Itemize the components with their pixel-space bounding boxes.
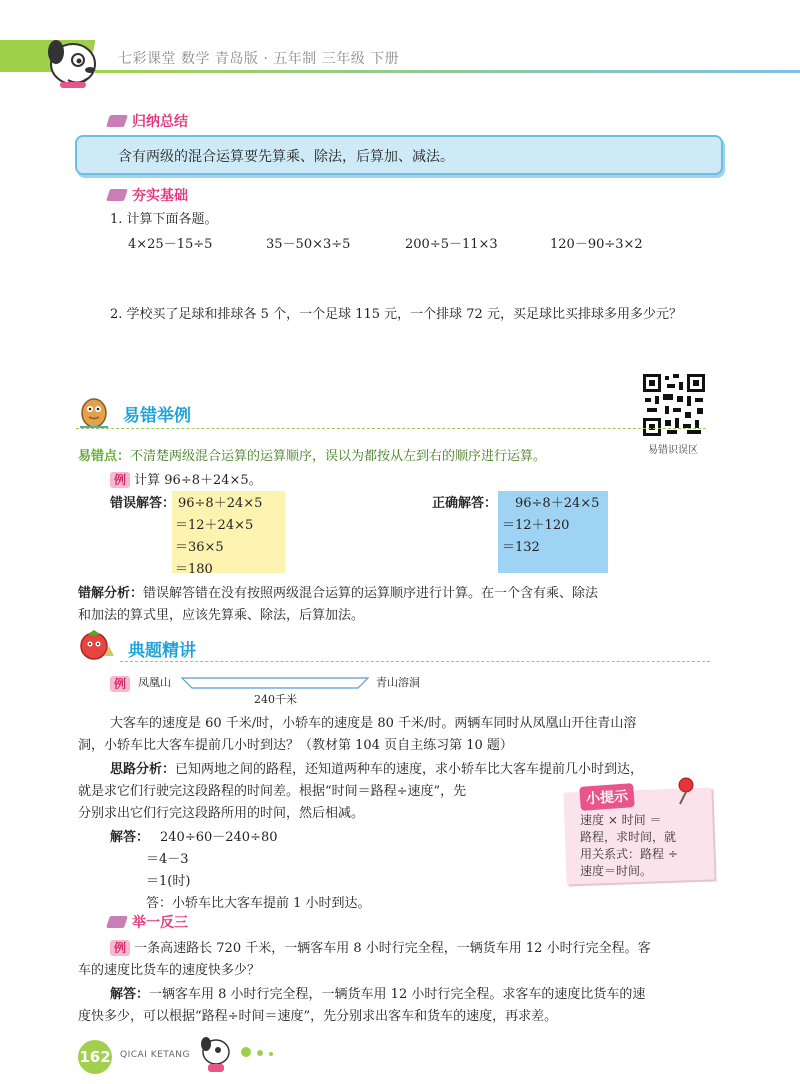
tip-line: 路程，求时间，就 — [580, 830, 677, 844]
potato-mascot-icon — [76, 393, 112, 429]
analysis-text: 错误解答错在没有按照两级混合运算的运算顺序进行计算。在一个含有乘、除法 — [143, 586, 599, 601]
example-tag: 例 — [110, 472, 130, 488]
answer-line: ＝1(时) — [146, 874, 191, 889]
analysis-line-1 — [78, 582, 598, 601]
thinking-label: 思路分析： — [110, 762, 176, 777]
footer-dog-icon — [196, 1030, 236, 1076]
q1-item: 35－50×3÷5 — [266, 237, 351, 252]
divider — [120, 661, 710, 663]
pencil-tag-icon — [106, 916, 128, 928]
qr-caption: 易错识误区 — [648, 445, 698, 456]
footer-dot — [269, 1052, 273, 1056]
typical-example-tag-wrap — [110, 673, 130, 692]
tip-line: 速度 × 时间 ＝ — [580, 813, 662, 827]
wrong-line: ＝36×5 — [175, 540, 224, 555]
tip-line: 用关系式：路程 ÷ — [580, 847, 678, 861]
right-line: ＝12＋120 — [502, 518, 570, 533]
problem-line-1: 大客车的速度是 60 千米/时，小轿车的速度是 80 千米/时。两辆车同时从凤凰山开往青山溶 — [110, 716, 637, 731]
wrong-line: ＝12＋24×5 — [175, 518, 254, 533]
problem-line-2: 洞，小轿车比大客车提前几小时到达？（教材第 104 页自主练习第 10 题） — [78, 738, 513, 753]
tomato-mascot-icon — [76, 626, 116, 664]
page-number: 162 — [78, 1040, 112, 1074]
thinking-line-1 — [110, 758, 643, 777]
mistake-example-text: 计算 96÷8＋24×5。 — [134, 473, 262, 488]
mistakes-title: 易错举例 — [123, 406, 191, 426]
extend-answer-line-2: 度快多少，可以根据“路程÷时间＝速度”，先分别求出客车和货车的速度，再求差。 — [78, 1009, 558, 1024]
extend-line-1 — [110, 937, 651, 956]
extend-tag — [108, 912, 188, 932]
thinking-line-2: 就是求它们行驶完这段路程的时间差。根据“时间＝路程÷速度”，先 — [78, 784, 467, 799]
extend-answer-line-1 — [110, 983, 645, 1002]
pencil-tag-icon — [106, 189, 128, 201]
analysis-label: 错解分析： — [78, 586, 144, 601]
mistake-example — [110, 469, 262, 488]
summary-text: 含有两级的混合运算要先算乘、除法，后算加、减法。 — [118, 149, 454, 165]
footer-dot — [241, 1047, 251, 1057]
right-label: 正确解答： — [432, 496, 498, 511]
mistake-point-text: 不清楚两级混合运算的运算顺序，误以为都按从左到右的顺序进行运算。 — [130, 449, 547, 464]
mistake-point-label: 易错点： — [78, 449, 131, 464]
summary-tag — [108, 111, 188, 131]
mascot-dog-icon — [38, 30, 108, 92]
footer-dot — [257, 1050, 263, 1056]
right-place: 青山溶洞 — [376, 676, 420, 689]
pencil-tag-icon — [106, 115, 128, 127]
divider — [76, 428, 706, 430]
distance-label: 240千米 — [254, 693, 297, 706]
q1-item: 120－90÷3×2 — [550, 237, 643, 252]
question-1-label: 1. 计算下面各题。 — [110, 212, 218, 227]
q1-item: 4×25－15÷5 — [128, 237, 213, 252]
tip-title: 小提示 — [579, 783, 635, 811]
right-line: 96÷8＋24×5 — [515, 496, 600, 511]
basics-tag — [108, 185, 188, 205]
wrong-label: 错误解答： — [110, 496, 176, 511]
extend-answer-text: 一辆客车用 8 小时行完全程，一辆货车用 12 小时行完全程。求客车的速度比货车的速 — [149, 987, 646, 1002]
answer-label: 解答： — [110, 830, 150, 845]
distance-bracket — [180, 676, 370, 690]
basics-tag-label: 夯实基础 — [132, 188, 188, 204]
thinking-line-3: 分别求出它们行完这段路所用的时间，然后相减。 — [78, 806, 365, 821]
typical-title: 典题精讲 — [128, 641, 196, 661]
extend-text: 一条高速路长 720 千米，一辆客车用 8 小时行完全程，一辆货车用 12 小时行完全程。客 — [134, 941, 651, 956]
left-place: 凤凰山 — [138, 676, 171, 689]
question-2: 2. 学校买了足球和排球各 5 个，一个足球 115 元，一个排球 72 元，买足球比买排球多用多少元？ — [110, 307, 682, 322]
tip-line: 速度＝时间。 — [580, 864, 653, 878]
extend-line-2: 车的速度比货车的速度快多少？ — [78, 963, 261, 978]
footer-brand: QICAI KETANG — [120, 1050, 190, 1060]
extend-answer-label: 解答： — [110, 987, 150, 1002]
extend-tag-label: 举一反三 — [132, 915, 188, 931]
right-line: ＝132 — [502, 540, 540, 555]
answer-line: ＝4－3 — [146, 852, 189, 867]
q1-item: 200÷5－11×3 — [405, 237, 498, 252]
header-title: 七彩课堂 数学 青岛版 · 五年制 三年级 下册 — [118, 51, 400, 67]
analysis-line-2: 和加法的算式里，应该先算乘、除法，后算加法。 — [78, 608, 365, 623]
example-tag: 例 — [110, 676, 130, 692]
pushpin-icon — [672, 776, 698, 806]
wrong-line: 96÷8＋24×5 — [178, 496, 263, 511]
answer-line: 240÷60－240÷80 — [160, 830, 278, 845]
summary-tag-label: 归纳总结 — [132, 114, 188, 130]
answer-final: 答：小轿车比大客车提前 1 小时到达。 — [146, 896, 371, 911]
tip-text — [580, 812, 710, 880]
header-rule — [95, 70, 800, 73]
thinking-text: 已知两地之间的路程，还知道两种车的速度，求小轿车比大客车提前几小时到达， — [175, 762, 644, 777]
wrong-line: ＝180 — [175, 562, 213, 577]
example-tag: 例 — [110, 940, 130, 956]
mistake-point — [78, 445, 546, 464]
